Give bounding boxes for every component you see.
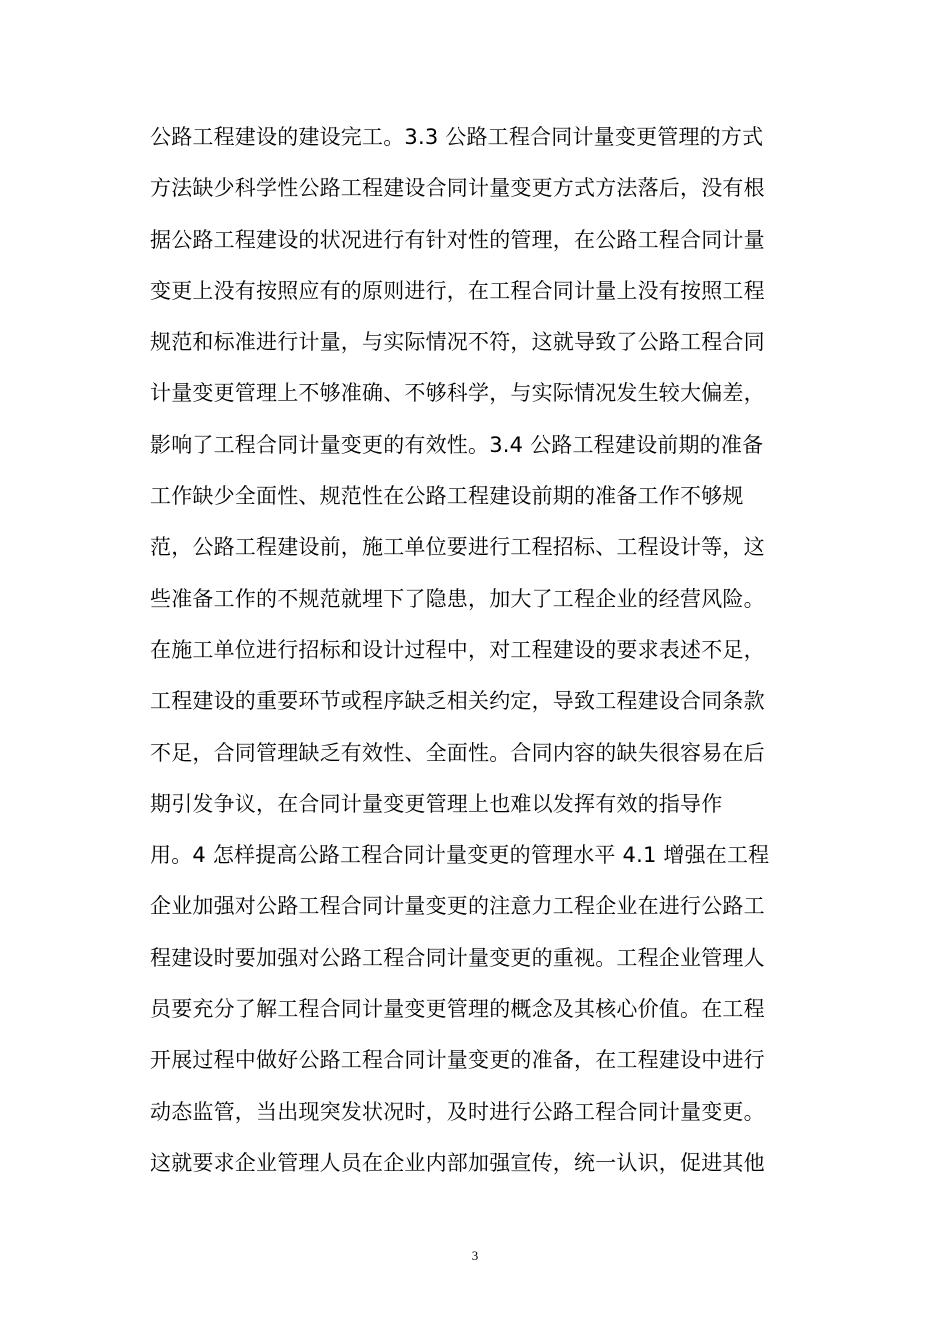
text-line: 范，公路工程建设前，施工单位要进行工程招标、工程设计等，这 <box>150 535 765 560</box>
text-line: 在施工单位进行招标和设计过程中，对工程建设的要求表述不足， <box>150 637 765 662</box>
text-line: 不足，合同管理缺乏有效性、全面性。合同内容的缺失很容易在后 <box>150 740 765 765</box>
text-line: 动态监管，当出现突发状况时，及时进行公路工程合同计量变更。 <box>150 1099 765 1124</box>
text-line: 这就要求企业管理人员在企业内部加强宣传，统一认识，促进其他 <box>150 1150 765 1175</box>
text-line: 期引发争议，在合同计量变更管理上也难以发挥有效的指导作 <box>150 791 723 816</box>
text-line: 员要充分了解工程合同计量变更管理的概念及其核心价值。在工程 <box>150 997 765 1022</box>
text-line: 工作缺少全面性、规范性在公路工程建设前期的准备工作不够规 <box>150 484 744 509</box>
text-line: 工程建设的重要环节或程序缺乏相关约定，导致工程建设合同条款 <box>150 689 765 714</box>
body-text <box>150 112 810 1189</box>
text-line: 公路工程建设的建设完工。3.3 公路工程合同计量变更管理的方式 <box>150 125 764 149</box>
text-line: 程建设时要加强对公路工程合同计量变更的重视。工程企业管理人 <box>150 945 765 970</box>
text-line: 据公路工程建设的状况进行有针对性的管理，在公路工程合同计量 <box>150 227 765 252</box>
text-line: 些准备工作的不规范就埋下了隐患，加大了工程企业的经营风险。 <box>150 586 765 611</box>
page-number: 3 <box>471 1248 479 1263</box>
text-line: 开展过程中做好公路工程合同计量变更的准备，在工程建设中进行 <box>150 1048 765 1073</box>
text-line: 计量变更管理上不够准确、不够科学，与实际情况发生较大偏差， <box>150 381 765 406</box>
text-line: 规范和标准进行计量，与实际情况不符，这就导致了公路工程合同 <box>150 330 765 355</box>
text-line: 企业加强对公路工程合同计量变更的注意力工程企业在进行公路工 <box>150 894 765 919</box>
text-line: 变更上没有按照应有的原则进行，在工程合同计量上没有按照工程 <box>150 278 765 303</box>
text-line: 影响了工程合同计量变更的有效性。3.4 公路工程建设前期的准备 <box>150 432 764 457</box>
text-line: 用。4 怎样提高公路工程合同计量变更的管理水平 4.1 增强在工程 <box>150 843 770 868</box>
text-line: 方法缺少科学性公路工程建设合同计量变更方式方法落后，没有根 <box>150 176 765 201</box>
